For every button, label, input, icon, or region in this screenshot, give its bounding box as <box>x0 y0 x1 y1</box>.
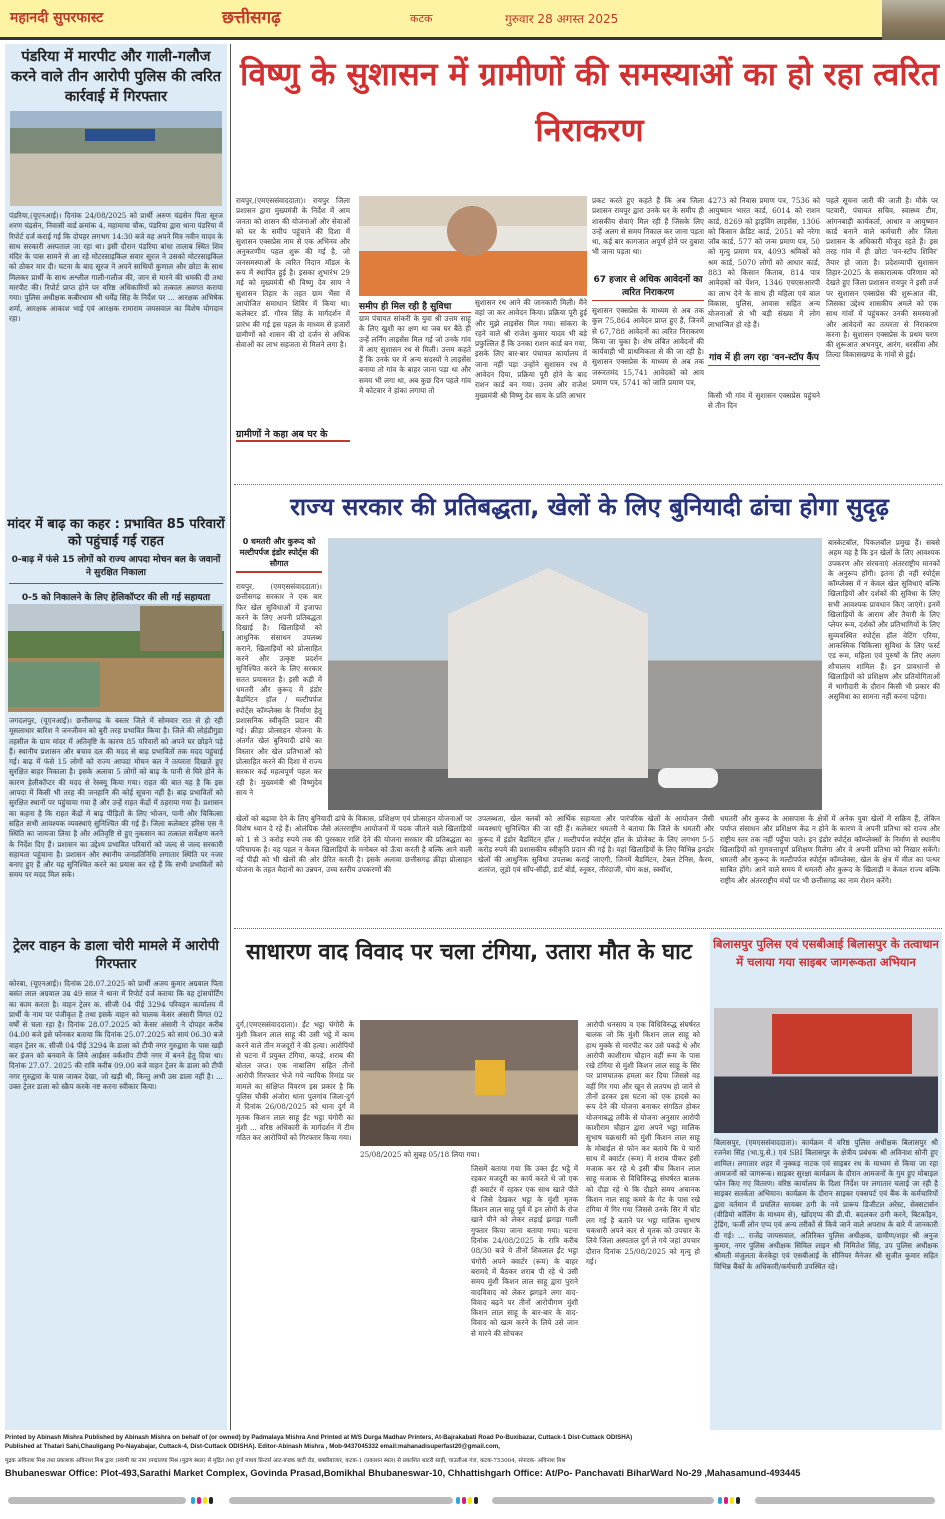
imprint-line3: मुद्रक अविनाश मिश्र तथा प्रकाशक अविनाश मिश्र द्वारा (स्वामी का नाम )पद्मालया मिश्र (मुद्रण स्थल) से मुद्रित तथा दुर्गा माधव प्रिन्टर्स आट-बज्रक बाटी रोड, बक्सीबाजार, कटक-1 (प्रकाशन स्थल) से प्रकाशित थाटरी साही, चाउलीआ गंज, कटक-753004, संपादक- अविनाश मिश्र <box>5 1458 566 1464</box>
divider <box>234 928 942 929</box>
cyan-mark <box>191 1497 195 1504</box>
cyan-mark <box>718 1497 722 1504</box>
a3-headline: ट्रेलर वाहन के डाला चोरी मामले में आरोपी गिरफ्तार <box>13 938 219 972</box>
temple-photo <box>882 0 945 40</box>
murder-col2: जिसमें बताया गया कि उक्त ईंट भट्ठे में रहकर मजदूरी का कार्य करते थे जो एक ही क्वार्टर में रहकर एक साथ खाते पीते थे जिसे देखकर भट्ठा के मुंशी मृतक किशन लाल साहू पूर्व में इन लोगों के रोज खाने पीने को लेकर लड़ाई झगड़ा गाली गुफ्तार किया जाना बताया गया। घटना दिनांक 24/08/2025 के रात्रि करीब 08/30 बजे ये तीनों शिवलाल ईंट भट्ठा चंगोरी अपने क्वार्टर (रूम) के बाहर बरामदे में बैठकर शराब पी रहे थे उसी समय मुंशी किशन लाल साहू द्वारा पुराने वादविवाद को लेकर झगड़ने लगा वाद-विवाद बढ़ने पर तीनों आरोपीगण मुंशी किशन लाल साहू के बार-बार के वाद-विवाद को खत्म करने के लिये उसे जान से मारने की सोचकर <box>471 1164 578 1338</box>
a1-body: पंडरिया,(यूएनआई)। दिनांक 24/08/2025 को प्रार्थी अरुण चंद्रसेन पिता सूरज शरण चंद्रसेन, निवासी वार्ड क्रमांक 4, महामाया चौक, पंडरिया द्वारा थाना पंडरिया में रिपोर्ट दर्ज कराई गई कि दोपहर लगभग 14:30 बजे वह अपने मित्र नवीन यादव के साथ सरकारी अस्पताल जा रहा था। इसी दौरान पंडरिया बांधा तालाब स्थित शिव मंदिर के पास सामने से आ रहे मोटरसाइकिल सवार सूरज ने उसको मोटरसाइकिल को ठोकर मार दी। घटना के बाद सूरज ने अपने साथियों कुणाल और छोटा के साथ मिलकर प्रार्थी के साथ अश्लील गाली-गलौज की, जान से मारने की धमकी दी तथा मारपीट की। रिपोर्ट प्राप्त होने पर वरिष्ठ अधिकारियों को तत्काल अवगत कराया गया। पुलिस अधीक्षक कबीरधाम श्री धर्मेंद्र सिंह के निर्देश पर ... आरक्षक अभिषेक शर्मा, आरक्षक आकाश भाई एवं आरक्षक रामाराम जयसवाल का विशेष योगदान रहा। <box>9 211 223 323</box>
banner <box>772 1014 912 1074</box>
sports-bottom1: खेलों को बढ़ावा देने के लिए बुनियादी ढांचे के विकास, प्रशिक्षण एवं प्रोत्साहन योजनाओं पर विशेष ध्यान दे रहे हैं। ओलंपिक जैसे अंतरराष्ट्रीय आयोजनों में पदक जीतने वाले खिलाड़ियों को 1 से 3 करोड़ रुपये तक की पुरस्कार राशि देने की योजना सरकार की प्रतिबद्धता का परिचायक है। यह पहल न केवल खिलाड़ियों के मनोबल को ऊँचा करती है बल्कि आने वाली नई पीढ़ी को भी खेलों की ओर प्रेरित करती है। इसके अलावा छत्तीसगढ़ क्रीड़ा प्रोत्साहन योजना के तहत मैदानों का उन्नयन, उच्च स्तरीय उपकरणों की <box>236 814 472 875</box>
accused-yellow-shirt <box>475 1060 505 1095</box>
lead-col6: पहले सूचना जारी की जाती है। मौके पर पटवारी, पंचायत सचिव, स्वास्थ्य टीम, आंगनबाड़ी कार्यकर्ता, आधार व आयुष्मान कार्ड बनाने वाले कर्मचारी और जिला प्रशासन के अधिकारी मौजूद रहते हैं। इस तरह गांव में ही छोटा 'वन-स्टॉप शिविर' तैयार हो जाता है। प्रदेशव्यापी सुशासन तिहार-2025 के सकारात्मक परिणाम को देखते हुए जिला प्रशासन रायपुर ने इसी तर्ज पर सुशासन एक्सप्रेस की शुरूआत की, जिसका उद्देश्य शासकीय अमले को एक साथ गांवों में पहुंचकर उनकी समस्याओं और आवेदनों का तत्परता से निराकरण करना है। सुशासन एक्सप्रेस के प्रथम चरण की शुरूआत अभनपुर, आरंग, धरसींवा और तिल्दा विकासखण्ड के गांवों से हुई। <box>826 196 938 360</box>
murder-caption: 25/08/2025 को सुबह 05/18 लिया गया। <box>360 1150 480 1159</box>
magenta-mark <box>462 1497 466 1504</box>
black-mark <box>474 1497 478 1504</box>
paper-name: महानदी सुपरफास्ट <box>10 10 104 26</box>
sports-complex-render <box>328 538 822 810</box>
a2-subhead-2: 0-5 को निकालने के लिए हेलिकॉप्टर की ली गई सहायता <box>21 593 211 603</box>
a2-body: जगदलपुर, (यूएनआई)। छत्तीसगढ़ के बस्तर जिले में सोमवार रात से हो रही मूसलाधार बारिश ने जनजीवन को बुरी तरह प्रभावित किया है। जिले की लोहंडीगुडा तहसील के ग्राम मांदर में अतिवृष्टि के कारण 85 परिवारों को अपने घर छोड़ने पड़े हैं। स्थानीय प्रशासन और बचाव दल की मदद से बाढ़ प्रभावितों तक मदद पहुंचाई गई। बाढ़ में फंसे 15 लोगों को राज्य आपदा मोचन बल ने तत्परता दिखाते हुए सुरक्षित बाहर निकाला है। इसके अलावा 5 लोगों को बाढ़ के पानी से घिरे होने के कारण हेलीकॉप्टर की मदद से रेस्क्यू किया गया। राहत की बात यह है कि इस आपदा में किसी भी तरह की जनहानि की कोई सूचना नहीं है। बाढ़ प्रभावितों को सुरक्षित स्थानों पर पहुंचाया गया है और उन्हें राहत केंद्रों में ठहराया गया है। प्रशासन का कहना है कि राहत केंद्रों में बाढ़ पीड़ितों के लिए भोजन, पानी और चिकित्सा सहित सभी आवश्यक व्यवस्थाएं सुनिश्चित की गई हैं। जिला कलेक्टर हरिस एस ने स्थिति का जायजा लिया है और अतिवृष्टि से हुए नुकसान का तत्काल सर्वेक्षण करने के निर्देश दिए हैं। प्रशासन का उद्देश्य प्रभावित परिवारों को जल्द से जल्द सरकारी सहायता पहुंचाना है। प्रशासन और स्थानीय जनप्रतिनिधि लगातार स्थिति पर नजर बनाए हुए हैं और यह सुनिश्चित करने का प्रयास कर रहे हैं कि सभी प्रभावितों को समय पर मदद मिल सके। <box>9 716 223 880</box>
cyber-body: बिलासपुर, (एमएससंवाददाता)। कार्यक्रम में वरिष्ठ पुलिस अधीक्षक बिलासपुर श्री रजनेश सिंह (भा.पु.से.) एवं SBI बिलासपुर के क्षेत्रीय प्रबंधक श्री अविनाश सोनी हुए शामिल। लगातार शहर में नुक्कड़ नाटक एवं साइबर रथ के माध्यम से किया जा रहा आमजनों को जागरूक। साइबर सुरक्षा कार्यक्रम के दौरान आमजनों के गुम हुए मोबाइल फोन किए गए वितरण। वरिष्ठ कार्यालय के दिशा निर्देश पर लगातार चलाई जा रही है साइबर सतर्कता अभियान। कार्यक्रम के दौरान साइबर एक्सपर्ट एवं बैंक के कर्मचारियों द्वारा वर्तमान में प्रचलित सायबर ठगी के नये प्रारूप डिजीटल अरेस्ट, सेक्सटार्सन (वीडियो कॉलिंग के माध्यम से), खोंदएप्प की डी.पी. बदलकर ठगी करने, बिटकॉइन, ट्रेडिंग, फर्जी लोन एप्प एवं अन्य तरीकों से किये जाने वाले अपराध के बारे में जानकारी दी गई। ... राजेंद्र जायसवाल, अतिरिक्त पुलिस अधीक्षक, ग्रामीण/शहर श्री अनुज कुमार, नगर पुलिस अधीक्षक सिविल लाइन श्री निमितेश सिंह, उप पुलिस अधीक्षक श्रीमती मंजुलता केरकेट्टा एवं एसबीआई के सीनियर मैनेजर श्री सुजीत कुमार सहित विभिन्न बैंकों के अधिकारी/कर्मचारी उपस्थित रहे। <box>714 1138 938 1271</box>
lead-col4a: प्रकट करते हुए कहते हैं कि अब जिला प्रशासन रायपुर द्वारा उनके घर के समीप ही शासकीय सेवाएं मिल रही हैं जिसके लिए उन्हें अलग से समय निकाल कर जाना पड़ता था, कई बार कागजात अपूर्ण होने पर दुबारा भी जाना पड़ता था। <box>592 196 704 257</box>
print-bar <box>492 1497 714 1504</box>
flood-inset-photo <box>140 606 222 651</box>
cyan-mark <box>456 1497 460 1504</box>
murder-headline: साधारण वाद विवाद पर चला टंगिया, उतारा मौत के घाट <box>246 940 692 965</box>
cyber-event-photo <box>714 1008 938 1133</box>
sports-headline: राज्य सरकार की प्रतिबद्धता, खेलों के लिए बुनियादी ढांचा होगा सुदृढ़ <box>290 493 889 521</box>
chief-minister-photo <box>359 196 587 296</box>
masthead <box>0 0 945 40</box>
state-name: छत्तीसगढ़ <box>222 8 281 28</box>
lead-col5a: 4273 को निवास प्रमाण पत्र, 7536 को आयुष्मान भारत कार्ड, 6014 को राशन कार्ड, 8269 को ड्राइविंग लाइसेंस, 1306 को किसान क्रेडिट कार्ड, 2051 को नरेगा जॉब कार्ड, 577 को जन्म प्रमाण पत्र, 50 को मृत्यु प्रमाण पत्र, 4093 श्रमिकों को श्रम कार्ड, 5070 लोगों को आधार कार्ड, 883 को किसान किताब, 814 पात्र आवेदकों को पेंशन, 1346 एचएसआरपी का लाभ देने के साथ ही महिला एवं बाल विकास, पुलिस, आवास सहित अन्य योजनाओं से भी बड़ी संख्या में लोग लाभान्वित हो रहे हैं। <box>708 196 820 329</box>
lead-sub-near: समीप ही मिल रही है सुविधा <box>359 299 471 313</box>
murder-story <box>234 932 704 1430</box>
car <box>658 768 718 788</box>
office-addresses: Bhubaneswar Office: Plot-493,Sarathi Market Complex, Govinda Prasad,Bomikhal Bhubaneswar-10, Chhattishgarh Office: At/Po- Panchavati BiharWard No-29 ,Mahasamund-493445 <box>5 1468 801 1478</box>
sports-story <box>234 488 945 916</box>
sports-bottom2: उपलब्धता, खेल क्लबों को आर्थिक सहायता और पारंपरिक खेलों के आयोजन जैसी व्यवस्थाएं सुनिश्चित की जा रही हैं। कलेक्टर धमतरी ने बताया कि जिले के धमतरी और कुरूद में इंडोर बैडमिंटन हॉल / मल्टीपर्पज स्पोर्ट्स हॉल के प्रोजेक्ट के लिए लगभग 5-5 करोड़ रुपये की प्रशासकीय स्वीकृति प्रदान की गई है। यहां खिलाड़ियों के लिए विभिन्न इनडोर खेलों की आधुनिक सुविधा उपलब्ध कराई जाएगी, जिनमें बैडमिंटन, टेबल टेनिस, कैरम, शतरंज, लूडो एवं साँप-सीढ़ी, डार्ट बोर्ड, स्नूकर, तीरंदाजी, योग कक्ष, स्क्वॉश, <box>478 814 714 875</box>
column-rule <box>230 44 231 1430</box>
date: गुरुवार 28 अगस्त 2025 <box>505 12 619 26</box>
magenta-mark <box>197 1497 201 1504</box>
imprint-line2: Published at Thatari Sahi,Chauligang Po-Nayabajar, Cuttack-4, Dist-Cuttack ODISHA). Editor-Abinash Mishra , Mob-9437045332 email:mahanadisuperfast20@gmail.com, <box>5 1443 500 1450</box>
murder-col3: आरोपी धनसाय व एक विधिविरुद्ध संघर्षरत बालक जो कि मुंशी किशन लाल साहू को हाथ मुक्के से मारपीट कर उसे पकड़े थे और आरोपी काशीराम चौहान वहीं रूम के पास रखे टंगिया से मुंशी किशन लाल साहू के सिर पर प्राणघातक हमला कर दिया जिससे वह वहीं गिर गया और खून से लतपथ हो जाने से तीनों डरकर इस घटना को एक हादसे का रूप देने की योजना बनाकर संगठित होकर योजनाबद्ध तरीके से योजना अनुसार आरोपी काशीराम चौहान द्वारा अपने भट्ठा मालिक सुभाष चक्रधारी को मुंशी किशन लाल साहू के मोबाईल से फोन कर बताये कि ये चारों साथ में क्वार्टर (रूम) में शराब पीकर हंसी मजाक कर रहे थे इसी बीच किशन लाल साहू मजाक से विधिविरुद्ध संघर्षरत बालक को दौड़ा रहे थे कि दौड़ते समय अचानक किशन नाल साहू कमरे के गेट के पास रखे टंगिया में गिर गया जिससे उनके सिर में चोंट लग गई है बताने पर भट्ठा मालिक सुभाष चकधारी अपने कार से मृतक को उपचार के लिये जिला अस्पताल दुर्ग ले गये जहां उपचार दौरान दिनांक 25/08/2025 को मृत्यु हो गई। <box>586 1020 700 1266</box>
sports-kicker: 0 धमतरी और कुरूद को मल्टीपर्पज इंडोर स्पोर्ट्स की सौगात <box>236 536 322 573</box>
sports-bottom3: धमतरी और कुरूद के आसपास के क्षेत्रों में अनेक युवा खेलों में सक्रिय हैं, लेकिन पर्याप्त संसाधन और प्रशिक्षण केंद्र न होने के कारण वे अपनी प्रतिभा को राज्य और राष्ट्रीय स्तर तक नहीं पहुँचा पाते। इन इंडोर स्पोर्ट्स कॉम्प्लेक्सों के निर्माण से स्थानीय खिलाड़ियों को गुणवत्तापूर्ण प्रशिक्षण मिलेगा और वे अपनी प्रतिभा को निखार सकेंगे। धमतरी और कुरूद के मल्टीपर्पज स्पोर्ट्स कॉम्प्लेक्स, खेल के क्षेत्र में मील का पत्थर साबित होंगे। आने वाले समय में धमतरी और कुरूद के खिलाड़ी न केवल राज्य बल्कि राष्ट्रीय और अंतरराष्ट्रीय मंचों पर भी छत्तीसगढ़ का नाम रोशन करेंगे। <box>720 814 940 885</box>
portrait-face <box>447 206 497 256</box>
lead-col4b: सुशासन एक्सप्रेस के माध्यम से अब तक कुल 75,864 आवेदन प्राप्त हुए हैं, जिनमें से 67,788 आवेदनों का त्वरित निराकरण किया जा चुका है। शेष लंबित आवेदनों की कार्यवाही भी प्राथमिकता से की जा रही है। सुशासन एक्सप्रेस के माध्यम से अब तक जरूरतमंद 15,741 आवेदकों को आय प्रमाण पत्र, 5741 को जाति प्रमाण पत्र, <box>592 306 704 388</box>
a3-body: कोरबा, (यूएनआई)। दिनांक 28.07.2025 को प्रार्थी अजय कुमार अग्रवाल पिता बसंत लाल अग्रवाल उम्र 49 साल ने थाना में रिपोर्ट दर्ज कराया कि वह ट्रांसपोर्टिंग का काम करता है। वाहन ट्रेलर क. सीजी 04 पीई 3294 परिवहन कार्यालय में प्रार्थी के नाम पर पंजीकृत है तथा इसके वाहन को चालक केसर अंसारी विगत 02 वर्षों से चला रहा है। दिनांक 28.07.2025 को केसर अंसारी ने दोपहर करीब 04.00 बजे इसे फोनकर बताया कि दिनांक 25.07.2025 को सायं 06.30 बजे वाहन ट्रेलर क. सीजी 04 पीई 3294 के डाला को टीपी नगर गुरुद्वारा के पास खड़ी कर इंजन को बनवाने के लिये आईसर वर्कशॉप टीपी नगर में बनने हेतु दिया था। दिनांक 27.07. 2025 की रात्रि करीब 09.00 बजे वाहन ट्रेलर के डाला को टीपी नगर गुरुद्वारा के पास जाकर देखा, जो खड़ी थी, किन्तु अभी उस डाला नहीं है। ... उक्त ट्रेलर डाला को स्क्रैप करके नष्ट करना स्वीकार किया। <box>9 979 223 1091</box>
lead-headline: विष्णु के सुशासन में ग्रामीणों की समस्याओं का हो रहा त्वरित निराकरण <box>240 55 939 149</box>
building-facade <box>448 568 648 778</box>
a1-photo <box>10 111 222 206</box>
lead-col3: सुशासन रथ आने की जानकारी मिली। मैंने वहां जा कर आवेदन किया। प्रक्रिया पूरी हुई और मुझे लाइसेंस मिल गया। सांकरा के रहने वाले श्री राजेश कुमार यादव भी बड़े प्रफुल्लित हैं कि उनका राशन कार्ड बन गया, इसके लिए बार-बार पंचायत कार्यालय में जाना नहीं पड़ा उन्होंने सुशासन रथ में आवेदन दिया, प्रक्रिया पूरी होने के बाद राशन कार्ड बन गया। उत्तम और राजेश मुख्यमंत्री श्री विष्णु देव साय के प्रति आभार <box>475 298 587 400</box>
lead-col2: ग्राम पंचायत सांकरी के युवा श्री उत्तम साहू के लिए खुशी का क्षण था जब घर बैठे ही उन्हें लर्निंग लाइसेंस मिल गई जो उनके गांव में आए सुशासन रथ से मिली। उत्तम कहते हैं कि उनके घर में अन्य सदस्यों ने लाइसेंस बनाया तो गांव के बाहर जाना पड़ा था और समय भी लगा था, अब कुछ दिन पहले गांव में कोटवार ने हांका लगाया तो <box>359 314 471 396</box>
black-mark <box>736 1497 740 1504</box>
flooded-house <box>8 662 100 707</box>
yellow-mark <box>203 1497 207 1504</box>
lead-story <box>234 44 945 484</box>
city-name: कटक <box>410 12 433 25</box>
print-bar <box>8 1497 186 1504</box>
left-column <box>5 44 227 1430</box>
yellow-mark <box>730 1497 734 1504</box>
murder-col1: दुर्ग,(एमएससंवाददाता)। ईंट भट्ठा चंगोरी के मुंशी किशन लाल साहू की उसी भट्ठे में काम करने वाले तीन मजदूरों ने की हत्या। आरोपियों से घटना में प्रयुक्त टंगिया, कपड़े, शराब की बोतल जप्त। एक नाबालिग सहित तीनों आरोपी गिरफ्तार भेजे गये न्यायिक रिमांड पर मामले का संक्षिप्त विवरण इस प्रकार है कि पुलिस चौकी अंजोरा थाना पुलगांव जिला-दुर्ग में दिनांक 26/08/2025 को थाना दुर्ग में मृतक किशन लाल साहू ईंट भट्ठा चंगोरी का मुंशी ... वरिष्ठ अधिकारी के मार्गदर्शन में टीम गठित कर आरोपियों को गिरफ्तार किया गया। <box>236 1020 354 1143</box>
print-bar <box>229 1497 453 1504</box>
police-press-photo <box>360 1020 578 1146</box>
lead-col1: रायपुर,(एमएससंवाददाता)। रायपुर जिला प्रशासन द्वारा मुख्यमंत्री के निर्देश में आम जनता को शासन की योजनाओं और सेवाओं को घर के समीप पहुंचाने की दिशा में सुशासन एक्सप्रेस नाम से एक अभिनव और अनुकरणीय पहल शुरू की गई है, जो जनसमस्याओं के त्वरित निदान मॉडल के रूप में स्थापित हुई है। इसका शुभारंभ 29 मई को मुख्यमंत्री श्री विष्णु देव साय ने सुशासन तिहार के तहत ग्राम भैंसा में आयोजित समाधान शिविर में किया था। कलेक्टर डॉ. गौरव सिंह के मार्गदर्शन में प्रारंभ की गई इस पहल के माध्यम से हजारों ग्रामीणों को शासन की दो दर्जन से अधिक सेवाओं का लाभ सहजता से मिलने लगा है। <box>236 196 350 350</box>
lead-col5b: किसी भी गांव में सुशासन एक्सप्रेस पहुंचने से तीन दिन <box>708 391 820 411</box>
print-bar <box>755 1497 935 1504</box>
sports-col-right: बास्केटबॉल, पिकलबॉल प्रमुख हैं। सबसे अहम यह है कि इन खेलों के लिए आवश्यक उपकरण और संरचनाएं अंतरराष्ट्रीय मानकों के अनुरूप होंगी। इतना ही नहीं स्पोर्ट्स कॉम्प्लेक्स में न केवल खेल सुविधाएं बल्कि खिलाड़ियों और दर्शकों की सुविधा के लिए सभी आवश्यक प्रावधान किए जाएंगे। इनमें खिलाड़ियों के आराम और तैयारी के लिए प्लेयर रूम, दर्शकों और प्रतिभागियों के लिए सुव्यवस्थित स्पोर्ट्स हॉल वेटिंग एरिया, आकस्मिक चिकित्सा सुविधा के लिए फर्स्ट एड रूम, महिला एवं पुरुषों के लिए अलग शौचालय शामिल हैं। इन प्रावधानों से खिलाड़ियों को प्रशिक्षण और प्रतियोगिताओं में भागीदारी के दौरान किसी भी प्रकार की असुविधा का सामना नहीं करना पड़ेगा। <box>828 538 940 702</box>
black-mark <box>209 1497 213 1504</box>
cyber-story <box>710 932 942 1430</box>
lead-sub-camp: गांव में ही लग रहा 'वन-स्टॉप कैंप <box>708 350 820 366</box>
sports-col1: रायपुर, (एमएससंवाददाता)। छत्तीसगढ़ सरकार ने एक बार फिर खेल सुविधाओं में इजाफा करने के लिए अपनी प्रतिबद्धता दिखाई है। खिलाड़ियों को आधुनिक संसाधन उपलब्ध कराने, खिलाड़ियों को प्रोत्साहित करने और उत्कृष्ट प्रदर्शन सुनिश्चित करने के लिए सरकार सतत प्रयासरत है। इसी कड़ी में धमतरी और कुरूद में इंडोर बैडमिंटन हॉल / मल्टीपर्पज स्पोर्ट्स कॉम्प्लेक्स के निर्माण हेतु प्रशासनिक स्वीकृति प्रदान की गई। क्रीड़ा प्रोत्साहन योजना के अंतर्गत खेल बुनियादी ढांचे का विस्तार और खेल प्रतिभाओं को प्रोत्साहित करने की दिशा में राज्य सरकार कई महत्वपूर्ण पहल कर रही है। मुख्यमंत्री श्री विष्णुदेव साय ने <box>236 582 322 797</box>
flood-photo <box>8 604 224 712</box>
a2-subhead-1: 0-बाढ़ में फंसे 15 लोगों को राज्य आपदा मोचन बल के जवानों ने सुरक्षित निकाला <box>9 554 223 584</box>
divider <box>234 484 942 485</box>
lead-sub-67: 67 हजार से अधिक आवेदनों का त्वरित निराकरण <box>592 272 704 301</box>
lead-sub-villagers: ग्रामीणों ने कहा अब घर के <box>236 427 350 442</box>
a2-headline: मांदर में बाढ़ का कहर : प्रभावित 85 परिवारों को पहुंचाई गई राहत <box>7 517 225 549</box>
yellow-mark <box>468 1497 472 1504</box>
police-station-sign <box>85 129 155 141</box>
magenta-mark <box>724 1497 728 1504</box>
a1-headline: पंडरिया में मारपीट और गाली-गलौज करने वाले तीन आरोपी पुलिस की त्वरित कार्रवाई में गिरफ्तार <box>11 49 221 105</box>
cyber-headline: बिलासपुर पुलिस एवं एसबीआई बिलासपुर के तत्वाधान में चलाया गया साइबर जागरूकता अभियान <box>713 937 939 969</box>
imprint-line1: Printed by Abinash Mishra Published by Abinash Mishra on behalf of (or owned) by Padmalaya Mishra And Printed at M/S Durga Madhav Printers, At-Bajrakabati Road Po-Buxibazar, Cuttack-1 Dist-Cuttack ODISHA) <box>5 1434 633 1441</box>
imprint-footer <box>0 1432 945 1519</box>
